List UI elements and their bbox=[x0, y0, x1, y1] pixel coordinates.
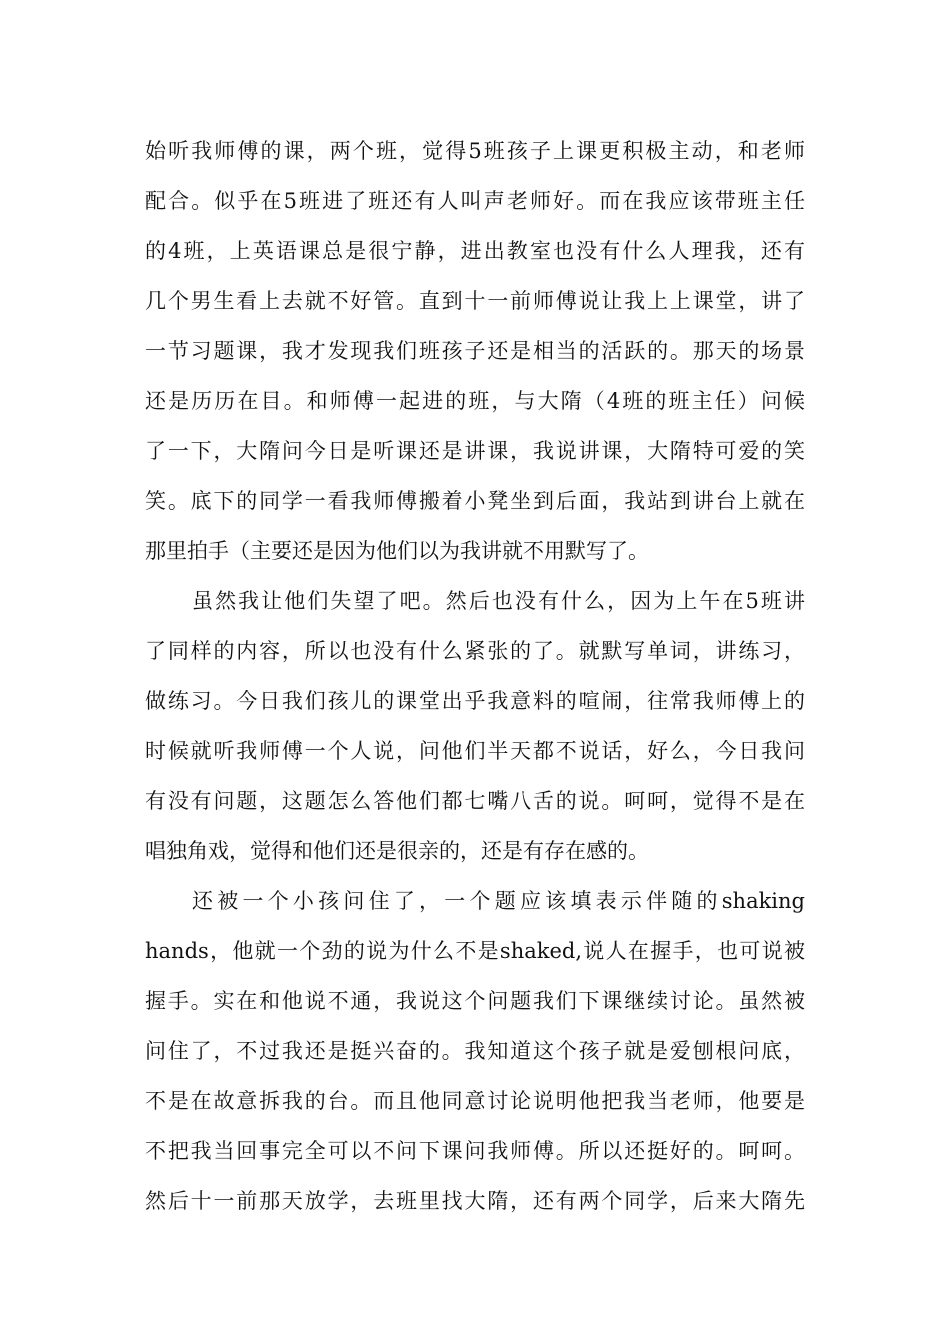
text-line: 那里拍手（主要还是因为他们以为我讲就不用默写了。 bbox=[145, 539, 649, 563]
paragraph-first-line: 还被一个小孩问住了，一个题应该填表示伴随的shaking bbox=[192, 889, 805, 913]
text-line: 做练习。今日我们孩儿的课堂出乎我意料的喧闹，往常我师傅上的 bbox=[145, 689, 805, 713]
text-line: 配合。似乎在5班进了班还有人叫声老师好。而在我应该带班主任 bbox=[145, 189, 805, 213]
text-line: 问住了，不过我还是挺兴奋的。我知道这个孩子就是爱刨根问底， bbox=[145, 1039, 805, 1063]
text-line: 有没有问题，这题怎么答他们都七嘴八舌的说。呵呵，觉得不是在 bbox=[145, 789, 805, 813]
text-line: 握手。实在和他说不通，我说这个问题我们下课继续讨论。虽然被 bbox=[145, 989, 805, 1013]
text-line: 还是历历在目。和师傅一起进的班，与大隋（4班的班主任）问候 bbox=[145, 389, 805, 413]
text-line: 不是在故意拆我的台。而且他同意讨论说明他把我当老师，他要是 bbox=[145, 1089, 805, 1113]
paragraph-first-line: 虽然我让他们失望了吧。然后也没有什么，因为上午在5班讲 bbox=[192, 589, 805, 613]
text-line: 时候就听我师傅一个人说，问他们半天都不说话，好么，今日我问 bbox=[145, 739, 805, 763]
text-line: hands，他就一个劲的说为什么不是shaked,说人在握手，也可说被 bbox=[145, 939, 805, 963]
text-line: 了一下，大隋问今日是听课还是讲课，我说讲课，大隋特可爱的笑 bbox=[145, 439, 805, 463]
text-line: 笑。底下的同学一看我师傅搬着小凳坐到后面，我站到讲台上就在 bbox=[145, 489, 805, 513]
text-line: 不把我当回事完全可以不问下课问我师傅。所以还挺好的。呵呵。 bbox=[145, 1139, 805, 1163]
text-line: 然后十一前那天放学，去班里找大隋，还有两个同学，后来大隋先 bbox=[145, 1189, 805, 1213]
text-line: 唱独角戏，觉得和他们还是很亲的，还是有存在感的。 bbox=[145, 839, 649, 863]
text-line: 始听我师傅的课，两个班，觉得5班孩子上课更积极主动，和老师 bbox=[145, 139, 805, 163]
text-line: 几个男生看上去就不好管。直到十一前师傅说让我上上课堂，讲了 bbox=[145, 289, 805, 313]
text-line: 一节习题课，我才发现我们班孩子还是相当的活跃的。那天的场景 bbox=[145, 339, 805, 363]
text-line: 的4班，上英语课总是很宁静，进出教室也没有什么人理我，还有 bbox=[145, 239, 805, 263]
text-line: 了同样的内容，所以也没有什么紧张的了。就默写单词，讲练习， bbox=[145, 639, 805, 663]
